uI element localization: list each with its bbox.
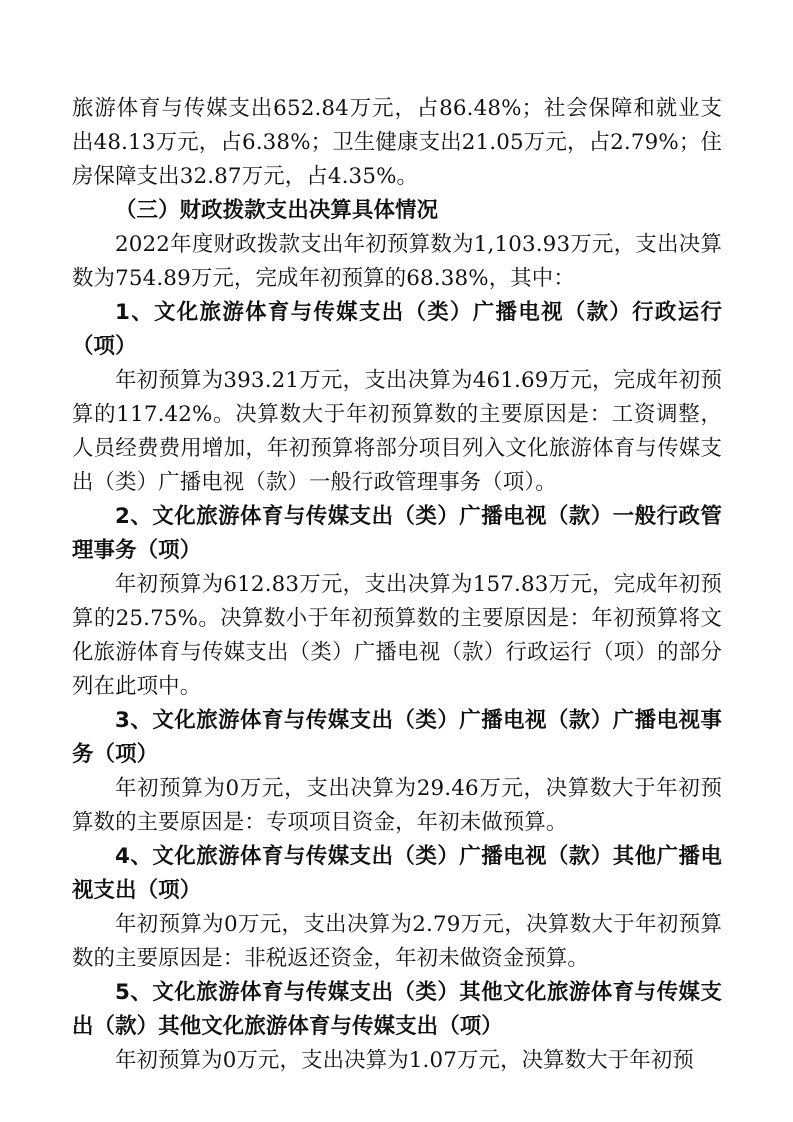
summary-paragraph: 2022年度财政拨款支出年初预算数为1,103.93万元，支出决算数为754.89万元，完成年初预算的68.38%，其中：: [72, 232, 722, 291]
item-3-body: 年初预算为0万元，支出决算为29.46万元，决算数大于年初预算数的主要原因是：专项项目资金，年初未做预算。: [72, 776, 722, 835]
section-heading: （三）财政拨款支出决算具体情况: [115, 198, 439, 223]
item-4-body: 年初预算为0万元，支出决算为2.79万元，决算数大于年初预算数的主要原因是：非税返还资金，年初未做资金预算。: [72, 912, 722, 971]
document-body: [72, 92, 722, 1078]
item-1-heading: 1、文化旅游体育与传媒支出（类）广播电视（款）行政运行（项）: [72, 300, 722, 359]
item-5-body: 年初预算为0万元，支出决算为1.07万元，决算数大于年初预: [115, 1048, 694, 1073]
item-5-heading: 5、文化旅游体育与传媒支出（类）其他文化旅游体育与传媒支出（款）其他文化旅游体育与传媒支出（项）: [72, 980, 722, 1039]
item-2-heading: 2、文化旅游体育与传媒支出（类）广播电视（款）一般行政管理事务（项）: [72, 504, 722, 563]
item-3-heading: 3、文化旅游体育与传媒支出（类）广播电视（款）广播电视事务（项）: [72, 708, 722, 767]
item-2-body: 年初预算为612.83万元，支出决算为157.83万元，完成年初预算的25.75%。决算数小于年初预算数的主要原因是：年初预算将文化旅游体育与传媒支出（类）广播电视（款）行政运行（项）的部分列在此项中。: [72, 572, 722, 699]
item-1-body: 年初预算为393.21万元，支出决算为461.69万元，完成年初预算的117.42%。决算数大于年初预算数的主要原因是：工资调整，人员经费费用增加，年初预算将部分项目列入文化旅游体育与传媒支出（类）广播电视（款）一般行政管理事务（项）。: [72, 368, 722, 495]
intro-paragraph: 旅游体育与传媒支出652.84万元，占86.48%；社会保障和就业支出48.13万元，占6.38%；卫生健康支出21.05万元，占2.79%；住房保障支出32.87万元，占4.35%。: [72, 96, 722, 189]
item-4-heading: 4、文化旅游体育与传媒支出（类）广播电视（款）其他广播电视支出（项）: [72, 844, 722, 903]
